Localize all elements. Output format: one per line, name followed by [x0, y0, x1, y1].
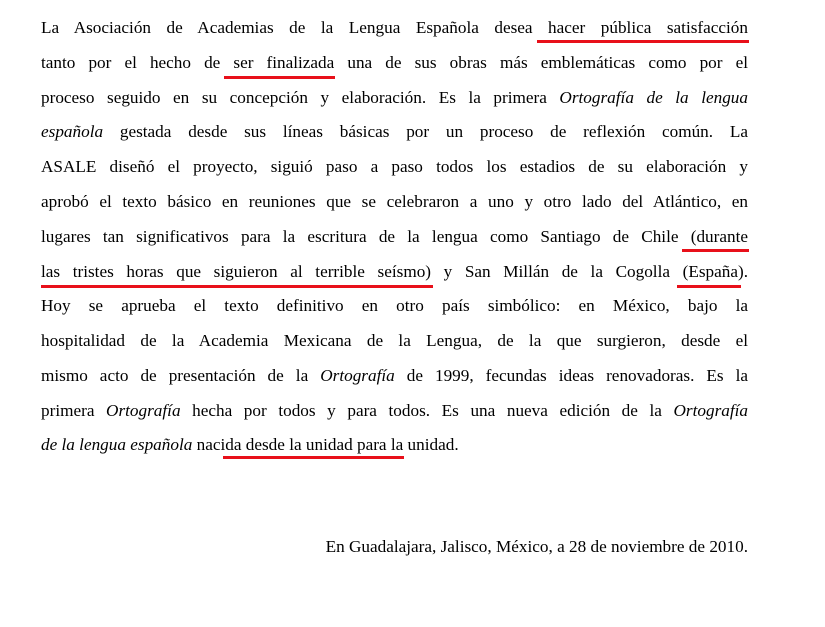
line-6-text: aprobó el texto básico en reuniones que se celebraron a uno y otro lado del Atlántico, en [41, 192, 748, 211]
paragraph-line-10 [41, 329, 748, 353]
paragraph-line-2 [41, 51, 748, 75]
line-9-text: Hoy se aprueba el texto definitivo en otro país simbólico: en México, bajo la [41, 296, 748, 315]
line-2-text: tanto por el hecho de ser finalizada una de sus obras más emblemáticas como por el [41, 53, 748, 72]
paragraph-line-7 [41, 225, 748, 249]
highlight-underline [41, 285, 433, 288]
line-8-text: las tristes horas que siguieron al terrible seísmo) y San Millán de la Cogolla (España). [41, 262, 748, 281]
line-10-text: hospitalidad de la Academia Mexicana de la Lengua, de la que surgieron, desde el [41, 331, 748, 350]
line-12-text-mid: hecha por todos y para todos. Es una nueva edición de la [180, 401, 674, 420]
highlight-underline [224, 76, 335, 79]
highlight-underline [223, 456, 404, 459]
paragraph-line-11 [41, 364, 748, 388]
line-5-text: ASALE diseñó el proyecto, siguió paso a paso todos los estadios de su elaboración y [41, 157, 748, 176]
paragraph-line-9 [41, 294, 748, 318]
paragraph-line-3 [41, 86, 748, 110]
highlight-underline [682, 249, 749, 252]
paragraph-line-8 [41, 260, 748, 284]
line-1-text: La Asociación de Academias de la Lengua Española desea hacer pública satisfacción [41, 18, 748, 37]
line-4-italic-title: española [41, 122, 104, 141]
line-11-text-end: de 1999, fecundas ideas renovadoras. Es la [394, 366, 748, 385]
line-7-text: lugares tan significativos para la escritura de la lengua como Santiago de Chile (durante [41, 227, 748, 246]
paragraph-line-4 [41, 120, 748, 144]
paragraph-line-5 [41, 155, 748, 179]
highlight-underline [677, 285, 741, 288]
line-4-text: gestada desde sus líneas básicas por un proceso de reflexión común. La [103, 122, 748, 141]
paragraph-line-6 [41, 190, 748, 214]
line-11-italic-title: Ortografía [320, 366, 395, 385]
paragraph-line-13 [41, 433, 748, 457]
line-12-italic-title: Ortografía [106, 401, 181, 420]
line-12-italic-title-end: Ortografía [673, 401, 748, 420]
line-13-italic-title: de la lengua española [41, 435, 193, 454]
paragraph-line-1 [41, 16, 748, 40]
closing-place-date: En Guadalajara, Jalisco, México, a 28 de noviembre de 2010. [325, 537, 748, 556]
paragraph-line-12 [41, 399, 748, 423]
line-13-text: nacida desde la unidad para la unidad. [192, 435, 459, 454]
line-11-text: mismo acto de presentación de la [41, 366, 321, 385]
line-12-text: primera [41, 401, 107, 420]
highlight-underline [537, 40, 749, 43]
line-3-text: proceso seguido en su concepción y elaboración. Es la primera [41, 88, 560, 107]
line-3-italic-title: Ortografía de la lengua [559, 88, 748, 107]
